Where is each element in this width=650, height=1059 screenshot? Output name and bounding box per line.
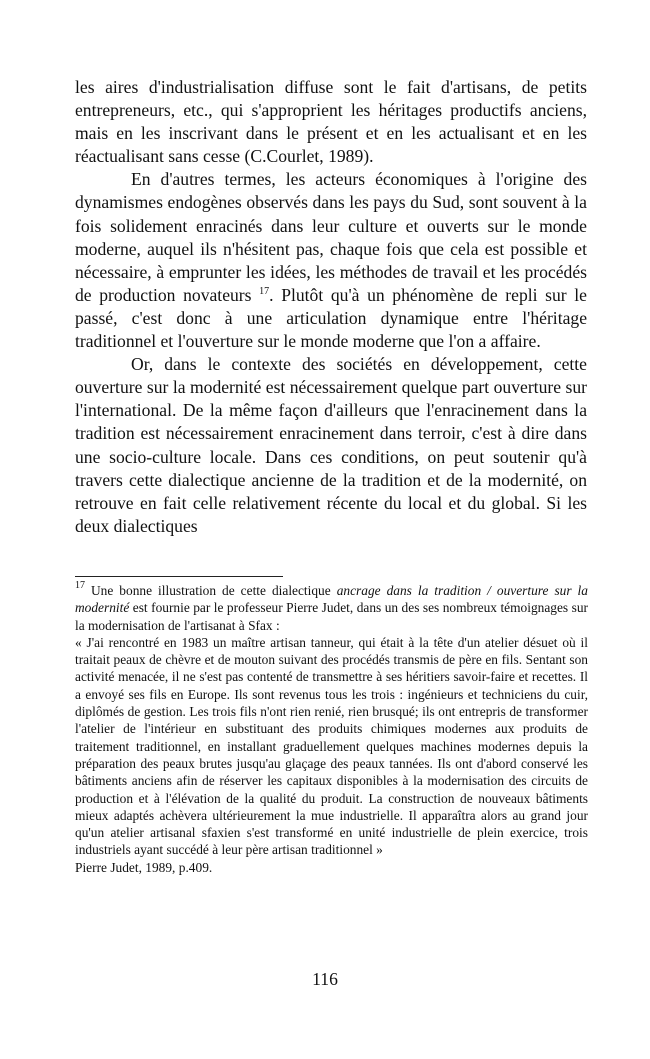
footnote-reference[interactable]: 17	[259, 285, 270, 297]
footnote-marker: 17	[75, 580, 85, 591]
footnote-separator	[75, 576, 283, 577]
page-number: 116	[312, 969, 338, 989]
footnote-intro-italic: ancrage dans la tradition / ouverture sur la modernité	[75, 583, 588, 616]
paragraph-continuation: les aires d'industrialisation diffuse sont le fait d'artisans, de petits entrepreneurs, etc., qui s'approprient les héritages productifs anciens, mais en les inscrivant dans le présent et en les actualisant et en les réactualisant sans cesse (C.Courlet, 1989).	[75, 77, 587, 167]
paragraph-or-dans-le-contexte: Or, dans le contexte des sociétés en développement, cette ouverture sur la modernité est nécessairement quelque part ouverture sur l'international. De la même façon d'ailleurs que l'enracinement dans la tradition est nécessairement enracinement dans terroir, c'est à dire dans une socio-culture locale. Dans ces conditions, on peut soutenir qu'à travers cette dialectique ancienne de la tradition et de la modernité, on retrouve en fait celle relativement récente du local et du global. Si les deux dialectiques	[75, 354, 587, 536]
footnote-intro-rest: est fournie par le professeur Pierre Judet, dans un des ses nombreux témoignages sur la modernisation de l'artisanat à Sfax :	[75, 600, 588, 633]
footnote-quote: « J'ai rencontré en 1983 un maître artisan tanneur, qui était à la tête d'un atelier désuet où il traitait peaux de chèvre et de mouton suivant des procédés transmis de père en fils. Sentant son activité menacée, il ne s'est pas contenté de transmettre à ses héritiers savoir-faire et recettes. Il a envoyé ses fils en Europe. Ils sont revenus tous les trois : ingénieurs et techniciens du cuir, diplômés de gestion. Les trois fils n'ont rien renié, rien brusqué; ils ont entrepris de transformer l'atelier de l'intérieur en substituant des produits chimiques modernes aux produits de traitement traditionnel, en installant graduellement quelques machines modernes depuis la préparation des peaux brutes jusqu'au glaçage des peaux tannées. Ils ont d'abord conservé les bâtiments anciens afin de réserver les capitaux disponibles à la modernisation des circuits de production et à l'élévation de la qualité du produit. La construction de nouveaux bâtiments mieux adaptés achèvera ultérieurement la mue industrielle. Il apparaîtra alors au grand jour qu'un atelier artisanal sfaxien s'est transformé en unité industrielle de plein exercice, trois industriels ayant succédé à leur père artisan traditionnel »	[75, 634, 588, 858]
footnote-intro-text: Une bonne illustration de cette dialectique	[91, 583, 331, 598]
footnote-17	[75, 582, 588, 876]
footnote-intro	[75, 582, 588, 634]
main-text	[75, 76, 587, 538]
footnote-citation: Pierre Judet, 1989, p.409.	[75, 859, 213, 875]
paragraph-text-b: . Plutôt qu'à un phénomène de repli sur le passé, c'est donc à une articulation dynamique entre l'héritage traditionnel et l'ouverture sur le monde moderne que l'on a affaire.	[75, 284, 587, 352]
paragraph-text-a: En d'autres termes, les acteurs économiques à l'origine des dynamismes endogènes observés dans les pays du Sud, sont souvent à la fois solidement enracinés dans leur culture et ouverts sur le monde moderne, auquel ils n'hésitent pas, chaque fois que cela est possible et nécessaire, à emprunter les idées, les méthodes de travail et les procédés de production novateurs	[75, 169, 587, 305]
paragraph-en-d-autres-termes	[75, 168, 587, 353]
